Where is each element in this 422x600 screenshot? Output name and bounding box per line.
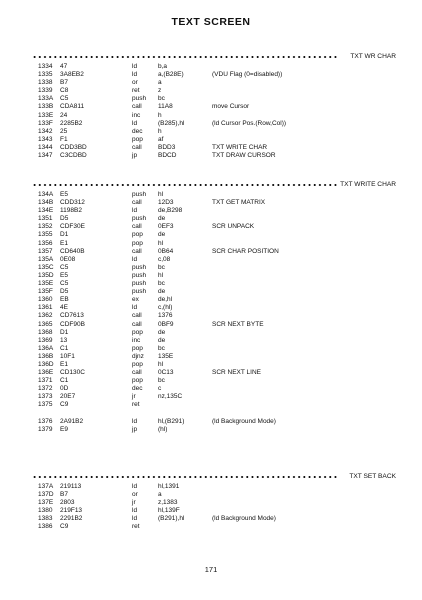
opcode-hex: C8 [60, 87, 69, 95]
listing-row [32, 369, 396, 377]
listing-row [32, 256, 396, 264]
address: 135C [38, 263, 54, 271]
address: 1357 [38, 247, 53, 255]
page-title: TEXT SCREEN [171, 16, 251, 28]
address: 134A [38, 191, 54, 198]
listing-rows [32, 191, 396, 434]
operand: c [158, 385, 162, 393]
mnemonic: call [132, 199, 142, 207]
operand: z,1383 [158, 499, 178, 507]
opcode-hex: C5 [60, 280, 69, 288]
opcode-hex: C5 [60, 95, 69, 103]
listing-row [32, 120, 396, 128]
opcode-hex: C5 [60, 263, 69, 271]
opcode-hex: F1 [60, 135, 68, 143]
mnemonic: or [132, 491, 138, 499]
opcode-hex: CD7613 [60, 312, 84, 320]
address: 1352 [38, 223, 53, 231]
mnemonic: jp [132, 425, 138, 433]
opcode-hex: C1 [60, 344, 69, 352]
opcode-hex: 3A8EB2 [60, 71, 84, 79]
opcode-hex: 219F13 [60, 507, 83, 515]
address: 1339 [38, 87, 53, 95]
opcode-hex: 2285B2 [60, 119, 83, 127]
mnemonic: pop [132, 135, 143, 143]
listing-row [32, 483, 396, 491]
operand: 0BF9 [158, 320, 174, 328]
listing-row [32, 523, 396, 531]
address: 137E [38, 499, 54, 507]
opcode-hex: 2803 [60, 499, 75, 507]
operand: h [158, 111, 162, 119]
section-txt-set-back [32, 472, 396, 532]
operand: h [158, 127, 162, 135]
operand: af [158, 135, 164, 143]
comment: move Cursor [212, 103, 250, 111]
listing-row [32, 377, 396, 385]
opcode-hex: CDF90B [60, 320, 85, 328]
operand: de [158, 328, 166, 336]
operand: 11A8 [158, 103, 173, 111]
listing-rows [32, 483, 396, 532]
listing-row [32, 215, 396, 223]
operand: hl [158, 271, 164, 279]
mnemonic: dec [132, 127, 143, 135]
operand: (B285),hl [158, 119, 185, 127]
listing-row [32, 191, 396, 199]
opcode-hex: C3CDBD [60, 152, 87, 160]
comment: TXT GET MATRIX [212, 199, 266, 207]
address: 1372 [38, 385, 53, 393]
mnemonic: ld [132, 119, 138, 127]
opcode-hex: D1 [60, 328, 69, 336]
address: 1360 [38, 296, 53, 304]
address: 1380 [38, 507, 53, 515]
mnemonic: ld [132, 71, 138, 79]
address: 1379 [38, 425, 53, 433]
address: 133E [38, 111, 54, 119]
mnemonic: push [132, 215, 147, 223]
comment: (ld Background Mode) [212, 515, 276, 523]
operand: bc [158, 344, 165, 352]
listing-row [32, 499, 396, 507]
listing-row [32, 152, 396, 160]
mnemonic: ld [132, 417, 138, 425]
mnemonic: push [132, 95, 147, 103]
operand: de [158, 336, 166, 344]
listing-row [32, 231, 396, 239]
mnemonic: inc [132, 111, 141, 119]
operand: hl [158, 191, 164, 198]
operand: hl,1391 [158, 483, 180, 490]
comment: TXT DRAW CURSOR [212, 152, 276, 160]
listing-row [32, 87, 396, 95]
opcode-hex: 1198B2 [60, 207, 82, 215]
address: 137A [38, 483, 54, 490]
comment: (ld Cursor Pos.(Row,Col)) [212, 119, 287, 127]
opcode-hex: EB [60, 296, 69, 304]
listing-row [32, 361, 396, 369]
address: 1386 [38, 523, 53, 531]
page-number: 171 [204, 565, 218, 574]
opcode-hex: C1 [60, 377, 69, 385]
listing-row [32, 337, 396, 345]
listing-row [32, 418, 396, 426]
listing-row [32, 136, 396, 144]
opcode-hex: 0E08 [60, 255, 76, 263]
listing-row [32, 103, 396, 111]
listing-row [32, 393, 396, 401]
mnemonic: ld [132, 507, 138, 515]
opcode-hex: E1 [60, 239, 68, 247]
mnemonic: dec [132, 385, 143, 393]
mnemonic: ret [132, 523, 140, 531]
operand: de,B298 [158, 207, 183, 215]
mnemonic: or [132, 79, 138, 87]
operand: c,(hl) [158, 304, 173, 312]
section-separator [32, 180, 396, 190]
comment: SCR NEXT BYTE [212, 320, 264, 328]
operand: 0B64 [158, 247, 174, 255]
section-label: TXT WR CHAR [350, 53, 396, 60]
operand: bc [158, 377, 165, 385]
comment: SCR NEXT LINE [212, 369, 262, 377]
operand: 0C13 [158, 369, 174, 377]
operand: nz,135C [158, 393, 183, 401]
address: 134B [38, 199, 54, 207]
opcode-hex: 0D [60, 385, 69, 393]
operand: c,08 [158, 255, 171, 263]
opcode-hex: C9 [60, 401, 69, 409]
listing-row [32, 345, 396, 353]
opcode-hex: 10F1 [60, 352, 75, 360]
mnemonic: ex [132, 296, 139, 304]
listing-row [32, 507, 396, 515]
opcode-hex: 47 [60, 63, 68, 70]
comment: (ld Background Mode) [212, 417, 276, 425]
opcode-hex: CDD3BD [60, 143, 87, 151]
opcode-hex: E5 [60, 191, 68, 198]
mnemonic: push [132, 191, 147, 198]
section-separator [32, 472, 396, 482]
operand: 1376 [158, 312, 173, 320]
address: 137D [38, 491, 54, 499]
opcode-hex: D1 [60, 231, 69, 239]
mnemonic: jr [132, 393, 136, 401]
listing-row [32, 112, 396, 120]
opcode-hex: 4E [60, 304, 68, 312]
operand: (B291),hl [158, 515, 185, 523]
section-txt-write-char [32, 180, 396, 434]
address: 135E [38, 280, 54, 288]
mnemonic: inc [132, 336, 141, 344]
address: 1369 [38, 336, 53, 344]
opcode-hex: B7 [60, 79, 68, 87]
opcode-hex: E1 [60, 360, 68, 368]
listing-row [32, 280, 396, 288]
operand: b,a [158, 63, 168, 70]
opcode-hex: 24 [60, 111, 68, 119]
section-txt-wr-char [32, 52, 396, 160]
opcode-hex: E5 [60, 271, 68, 279]
address: 1347 [38, 152, 53, 160]
mnemonic: call [132, 320, 142, 328]
address: 1351 [38, 215, 53, 223]
listing-row [32, 272, 396, 280]
operand: a [158, 79, 162, 87]
opcode-hex: E9 [60, 425, 68, 433]
section-separator [32, 52, 396, 62]
address: 133F [38, 119, 53, 127]
mnemonic: ld [132, 255, 138, 263]
operand: hl,139F [158, 507, 180, 515]
operand: 0EF3 [158, 223, 174, 231]
operand: a,(B28E) [158, 71, 184, 79]
comment: SCR CHAR POSITION [212, 247, 279, 255]
opcode-hex: 25 [60, 127, 68, 135]
opcode-hex: CDD312 [60, 199, 85, 207]
listing-row [32, 401, 396, 409]
listing-row [32, 207, 396, 215]
mnemonic: ld [132, 63, 138, 70]
opcode-hex: B7 [60, 491, 68, 499]
address: 1342 [38, 127, 53, 135]
opcode-hex: 13 [60, 336, 68, 344]
address: 136E [38, 369, 54, 377]
operand: de [158, 231, 166, 239]
mnemonic: call [132, 223, 142, 231]
address: 1383 [38, 515, 53, 523]
listing-row [32, 223, 396, 231]
opcode-hex: 2A91B2 [60, 417, 84, 425]
listing-row [32, 264, 396, 272]
listing-row [32, 515, 396, 523]
listing-row [32, 329, 396, 337]
mnemonic: call [132, 103, 142, 111]
address: 1356 [38, 239, 53, 247]
listing-row [32, 63, 396, 71]
mnemonic: pop [132, 377, 143, 385]
address: 1376 [38, 417, 53, 425]
mnemonic: push [132, 271, 147, 279]
comment: TXT WRITE CHAR [212, 143, 268, 151]
listing-row [32, 128, 396, 136]
address: 1362 [38, 312, 53, 320]
mnemonic: pop [132, 344, 143, 352]
operand: BDD3 [158, 143, 176, 151]
opcode-hex: CD640B [60, 247, 85, 255]
mnemonic: call [132, 369, 142, 377]
address: 133A [38, 95, 54, 103]
mnemonic: ld [132, 304, 138, 312]
dotted-rule [32, 56, 337, 58]
address: 1355 [38, 231, 53, 239]
section-label: TXT WRITE CHAR [340, 181, 396, 188]
operand: BDCD [158, 152, 177, 160]
listing-row [32, 304, 396, 312]
address: 1371 [38, 377, 53, 385]
opcode-hex: D5 [60, 215, 69, 223]
mnemonic: djnz [132, 352, 144, 360]
section-label: TXT SET BACK [349, 473, 396, 480]
operand: de [158, 215, 166, 223]
listing-row [32, 296, 396, 304]
mnemonic: ret [132, 87, 140, 95]
mnemonic: push [132, 263, 147, 271]
operand: 135E [158, 352, 174, 360]
operand: hl [158, 360, 164, 368]
operand: hl [158, 239, 164, 247]
operand: z [158, 87, 162, 95]
opcode-hex: D5 [60, 288, 69, 296]
dotted-rule [32, 476, 337, 478]
opcode-hex: CDF30E [60, 223, 85, 231]
operand: a [158, 491, 162, 499]
operand: de,hl [158, 296, 173, 304]
address: 1343 [38, 135, 53, 143]
listing-row [32, 353, 396, 361]
listing-row [32, 240, 396, 248]
address: 135A [38, 255, 54, 263]
opcode-hex: 219113 [60, 483, 82, 490]
operand: 12D3 [158, 199, 174, 207]
listing-row [32, 385, 396, 393]
operand: de [158, 288, 166, 296]
listing-row [32, 248, 396, 256]
listing-row [32, 288, 396, 296]
comment: SCR UNPACK [212, 223, 255, 231]
dotted-rule [32, 184, 337, 186]
address: 136B [38, 352, 54, 360]
address: 1334 [38, 63, 53, 70]
address: 1368 [38, 328, 53, 336]
mnemonic: call [132, 247, 142, 255]
listing-row [32, 71, 396, 79]
operand: (hl) [158, 425, 168, 433]
mnemonic: push [132, 280, 147, 288]
operand: bc [158, 263, 165, 271]
mnemonic: ld [132, 483, 138, 490]
opcode-hex: 2291B2 [60, 515, 83, 523]
listing-row [32, 79, 396, 87]
opcode-hex: CDA811 [60, 103, 85, 111]
mnemonic: pop [132, 328, 143, 336]
listing-row [32, 144, 396, 152]
address: 1344 [38, 143, 53, 151]
listing-row [32, 312, 396, 320]
listing-rows [32, 63, 396, 160]
mnemonic: call [132, 143, 142, 151]
mnemonic: pop [132, 239, 143, 247]
mnemonic: ld [132, 207, 138, 215]
address: 1375 [38, 401, 53, 409]
listing-row [32, 426, 396, 434]
operand: hl,(B291) [158, 417, 185, 425]
address: 133B [38, 103, 54, 111]
mnemonic: pop [132, 360, 143, 368]
mnemonic: ret [132, 401, 140, 409]
mnemonic: ld [132, 515, 138, 523]
listing-row [32, 199, 396, 207]
listing-row [32, 321, 396, 329]
operand: bc [158, 280, 165, 288]
address: 135D [38, 271, 54, 279]
mnemonic: jp [132, 152, 138, 160]
operand: bc [158, 95, 165, 103]
listing-row [32, 95, 396, 103]
address: 1365 [38, 320, 53, 328]
mnemonic: call [132, 312, 142, 320]
address: 1338 [38, 79, 53, 87]
address: 136A [38, 344, 54, 352]
opcode-hex: C9 [60, 523, 69, 531]
comment: (VDU Flag (0=disabled)) [212, 71, 283, 79]
mnemonic: pop [132, 231, 143, 239]
address: 136D [38, 360, 54, 368]
address: 134E [38, 207, 54, 215]
address: 1335 [38, 71, 53, 79]
address: 1373 [38, 393, 53, 401]
listing-row [32, 491, 396, 499]
address: 135F [38, 288, 53, 296]
mnemonic: push [132, 288, 147, 296]
opcode-hex: 20E7 [60, 393, 76, 401]
address: 1361 [38, 304, 53, 312]
mnemonic: jr [132, 499, 136, 507]
opcode-hex: CD130C [60, 369, 85, 377]
